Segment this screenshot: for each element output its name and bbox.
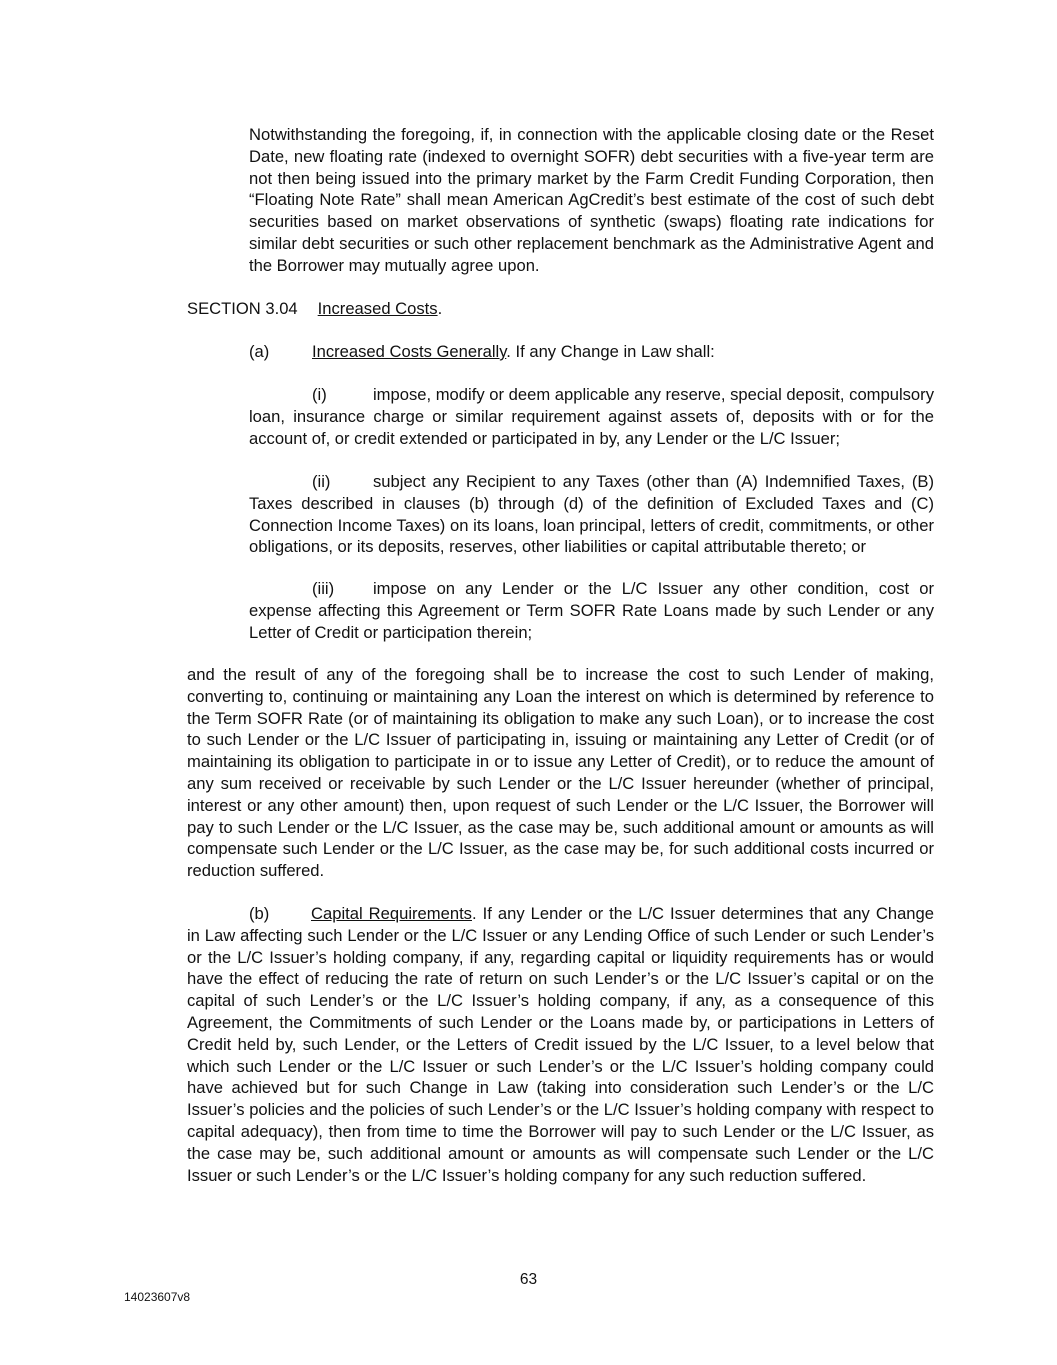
- section-title: Increased Costs: [317, 299, 438, 318]
- subsection-b-heading: Capital Requirements: [311, 904, 472, 923]
- section-heading: [187, 298, 687, 320]
- clause-i: [249, 384, 934, 449]
- clause-ii: [249, 471, 934, 558]
- document-id: 14023607v8: [124, 1290, 191, 1304]
- subsection-a-text: . If any Change in Law shall:: [506, 342, 715, 361]
- clause-ii-text: subject any Recipient to any Taxes (other than (A) Indemnified Taxes, (B) Taxes described in clauses (b) through (d) of the definition of Excluded Taxes and (C) Connection Income Taxes) on its loans, loan principal, letters of credit, commitments, or other obligations, or its deposits, reserves, other liabilities or capital attributable thereto; or: [249, 472, 934, 557]
- subsection-a-label: (a): [249, 342, 270, 361]
- clause-iii: [249, 578, 934, 643]
- subsection-a: [249, 341, 934, 363]
- section-title-suffix: .: [437, 299, 443, 318]
- clause-i-text: impose, modify or deem applicable any reserve, special deposit, compulsory loan, insurance charge or similar requirement against assets of, deposits with or for the account of, or credit extended or participated in by, any Lender or the L/C Issuer;: [249, 385, 934, 448]
- subsection-a-heading: Increased Costs Generally: [312, 342, 507, 361]
- intro-paragraph: Notwithstanding the foregoing, if, in connection with the applicable closing date or the Reset Date, new floating rate (indexed to overnight SOFR) debt securities with a five-year term are not then being issued into the primary market by the Farm Credit Funding Corporation, then “Floating Note Rate” shall mean American AgCredit’s best estimate of the cost of such debt securities based on market observations of synthetic (swaps) floating rate indications for similar debt securities or such other replacement benchmark as the Administrative Agent and the Borrower may mutually agree upon.: [249, 125, 934, 275]
- clause-ii-label: (ii): [312, 472, 331, 491]
- subsection-b: [187, 903, 934, 1186]
- page-number: 63: [519, 1271, 538, 1288]
- clause-iii-text: impose on any Lender or the L/C Issuer any other condition, cost or expense affecting this Agreement or Term SOFR Rate Loans made by such Lender or any Letter of Credit or participation therein;: [249, 579, 934, 642]
- subsection-b-label: (b): [249, 904, 270, 923]
- clause-iii-label: (iii): [312, 579, 335, 598]
- result-paragraph: and the result of any of the foregoing shall be to increase the cost to such Lender of making, converting to, continuing or maintaining any Loan the interest on which is determined by reference to the Term SOFR Rate (or of maintaining its obligation to make any such Loan), or to increase the cost to such Lender or the L/C Issuer of participating in, issuing or maintaining any Letter of Credit (or of maintaining its obligation to participate in or to issue any Letter of Credit), or to reduce the amount of any sum received or receivable by such Lender or the L/C Issuer hereunder (whether of principal, interest or any other amount) then, upon request of such Lender or the L/C Issuer, the Borrower will pay to such Lender or the L/C Issuer, as the case may be, such additional amount or amounts as will compensate such Lender or the L/C Issuer, as the case may be, for such additional costs incurred or reduction suffered.: [187, 665, 934, 881]
- subsection-b-text: . If any Lender or the L/C Issuer determines that any Change in Law affecting such Lender or the L/C Issuer or any Lending Office of such Lender or such Lender’s or the L/C Issuer’s holding company, if any, regarding capital or liquidity requirements has or would have the effect of reducing the rate of return on such Lender’s or the L/C Issuer’s capital or on the capital of such Lender’s or the L/C Issuer’s holding company, if any, as a consequence of this Agreement, the Commitments of such Lender or the Loans made by, or participations in Letters of Credit held by, such Lender, or the Letters of Credit issued by the L/C Issuer, to a level below that which such Lender or the L/C Issuer or such Lender’s or the L/C Issuer’s holding company could have achieved but for such Change in Law (taking into consideration such Lender’s or the L/C Issuer’s policies and the policies of such Lender’s or the L/C Issuer’s holding company with respect to capital adequacy), then from time to time the Borrower will pay to such Lender or the L/C Issuer, as the case may be, such additional amount or amounts as will compensate such Lender or the L/C Issuer or such Lender’s or the L/C Issuer’s holding company for any such reduction suffered.: [187, 904, 934, 1185]
- section-number: SECTION 3.04: [187, 299, 298, 318]
- clause-i-label: (i): [312, 385, 327, 404]
